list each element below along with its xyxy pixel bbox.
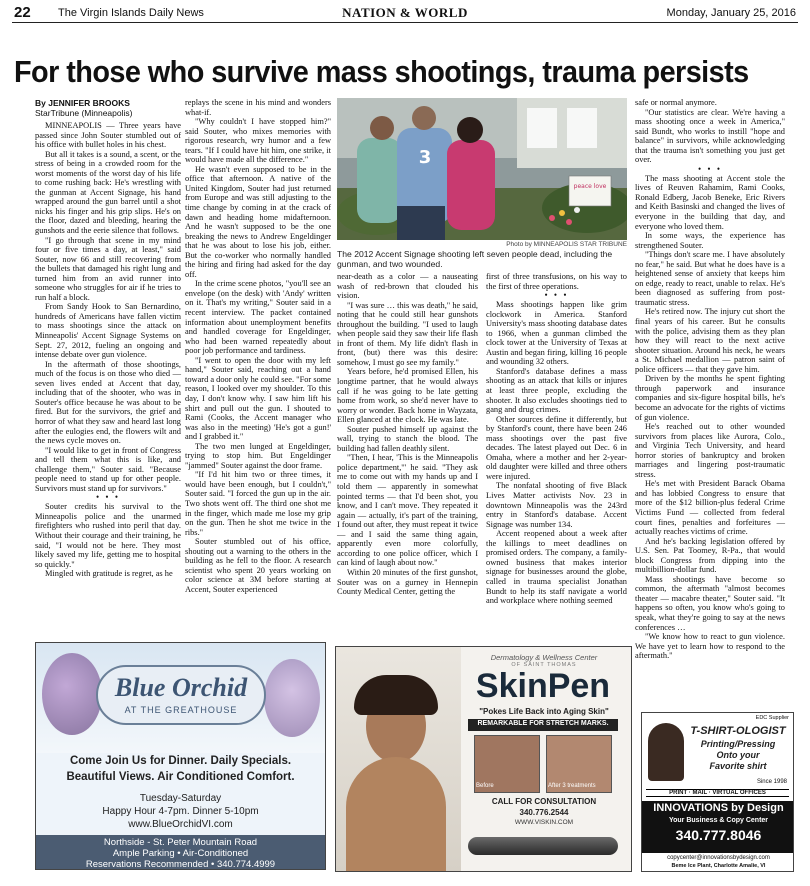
paragraph: Accent reopened about a week after the killings to meet deadlines on promised orders. The company, a family-owned business that makes interior signage for businesses around the globe, called in trauma specialist Jonathan Bundt to help its staff navigate a world and workplace where nothing seemed (486, 529, 627, 606)
after-label: After 3 treatments (548, 783, 596, 789)
paragraph: Stanford's database defines a mass shooting as an attack that kills or injures at least three people, excluding the shooter. It also excludes shootings tied to gang and drug crimes. (486, 366, 627, 415)
paragraph: first of three transfusions, on his way to the first of three operations. (486, 272, 627, 291)
onto-your: Onto your (716, 750, 760, 760)
paragraph: He wasn't even supposed to be in the office that afternoon. A native of the United Kingdom, Souter had just returned from Europe and was still adjusting to the time change by coming in at the crack of dawn and heading home midafternoon. And he wasn't supposed to be the one breaking the news to Andrew Engeldinger that he was about to lose his job, either. But the co-worker who normally handled the hiring and firing had asked for the day off. (185, 164, 331, 279)
innovations-tagline: Your Business & Copy Center (668, 817, 769, 824)
ad-reservations: Reservations Recommended • 340.774.4999 (85, 859, 276, 870)
skinpen-tagline: "Pokes Life Back into Aging Skin" (479, 707, 609, 716)
headline: For those who survive mass shootings, trauma persists (14, 54, 749, 89)
clinic-website-link[interactable]: WWW.VISKIN.COM (514, 819, 574, 826)
photo-illustration (337, 98, 627, 240)
paragraph: "If I'd hit him two or three times, it would have been enough, but I couldn't," Souter said. "I forced the gun up in the air. Two shots went off. The third one shot me in the finger, which made me lose my grip on the gun. Then he shot me twice in the ribs." (185, 470, 331, 537)
call-for-consultation: CALL FOR CONSULTATION (491, 797, 597, 806)
paragraph: In some ways, the experience has strengthened Souter. (635, 231, 785, 250)
paragraph: "Why couldn't I have stopped him?" said Souter, who mixes memories with rigorous research, wry humor and a few tears. "If I could have hit him, one strike, it would have made all the difference." (185, 117, 331, 165)
paragraph: Mass shootings have become so common, the aftermath "almost becomes theater — macabre theater," Souter said. "It happens so often, you know who's going to speak, what they're going to say at the news conferences … (635, 574, 785, 632)
orchid-flower-icon (42, 653, 102, 735)
section-separator: • • • (96, 492, 120, 503)
skinpen-brand: SkinPen (475, 667, 611, 705)
restaurant-logo: Blue Orchid (114, 673, 248, 702)
innovations-email-link[interactable]: copycenter@innovationsbydesign.com (667, 855, 770, 861)
page-number: 22 (14, 4, 31, 21)
paragraph: "I was sure … this was death," he said, noting that he could still hear gunshots throughout the building. "I used to laugh when people said they saw their life flash in front of them. My life didn't flash in front, (but) there was this desire: somehow, I must go see my family." (337, 300, 478, 367)
ad-hours: Happy Hour 4-7pm. Dinner 5-10pm (102, 806, 259, 817)
byline-outlet: StarTribune (Minneapolis) (35, 108, 133, 118)
favorite-shirt: Favorite shirt (709, 761, 767, 771)
paragraph: Mass shootings happen like grim clockwork in America. Stanford University's mass shooting database dates to 1966, when a gunman climbed the clock tower at the University of Texas at Austin and began firing, killing 16 people and wounding 32 others. (486, 300, 627, 367)
ad-line-2: Beautiful Views. Air Conditioned Comfort. (66, 771, 295, 783)
article-column-1 (35, 98, 181, 579)
orchid-flower-icon (264, 659, 320, 737)
tshirt-ologist: T-SHIRT-OLOGIST (690, 725, 786, 737)
model-hair (354, 675, 438, 715)
paragraph: Mingled with gratitude is regret, as he (45, 569, 173, 579)
paragraph: He's reached out to other wounded survivors from places like Aurora, Colo., and Virginia Tech University, and heard horror stories of bankruptcy and broken marriages and lingering post-traumatic stress. (635, 422, 785, 479)
jersey-number: 3 (418, 147, 432, 168)
article-column-4 (486, 272, 627, 606)
paragraph: But all it takes is a sound, a scent, or the stress of being in a crowded room for the worst moments of the worst day of his life to come rushing back: He's wrestling with the gunman at Accent Signage, his hand wrapped around the gun barrel until a shot nicks his finger and his grip slips. He's on the floor, dazed and bleeding, hearing the gunshots and the eerie silence that follows. (35, 149, 181, 236)
paragraph: "I go through that scene in my mind four or five times a day, at least," said Souter, now 66 and still recovering from the bullets that damaged his right lung and turned him from an avid runner into someone who struggles for air if he tries to run half a block. (35, 235, 181, 302)
paragraph: "I would like to get in front of Congress and tell them what this is like, and challenge them," Souter said. "Because people need to stand up for other people. Survivors must stand up for survivors." (35, 445, 181, 493)
paragraph: "Then, I hear, 'This is the Minneapolis police department,'" he said. "They ask me to come out with my hands up and I told them — apparently in somewhat pointed terms — that I'd been shot, you know, and I can't move. They repeated it again — actually, it's part of the training, I found out after, they must repeat it twice — and I said the same thing again, apparently even more colorfully, according to one police officer, which I can kind of laugh about now." (337, 453, 478, 568)
paragraph: safe or normal anymore. (635, 98, 717, 107)
clinic-name: Dermatology & Wellness Center (490, 653, 598, 662)
paragraph: And he's backing legislation offered by U.S. Sen. Pat Toomey, R-Pa., that would block Congress from dipping into the multibillion-dollar fund. (635, 536, 785, 575)
blue-orchid-ad[interactable] (35, 642, 326, 870)
news-photo (337, 98, 627, 240)
paragraph: Souter pushed himself up against the wall, trying to stanch the blood. The building had fallen deathly silent. (337, 424, 478, 453)
paragraph: The mass shooting at Accent stole the lives of Reuven Rahamim, Rami Cooks, Ronald Edberg, Jacob Beneke, Eric Rivers and Keith Basinski and changed the lives of everyone in the building that day, and everyone who loved them. (635, 173, 785, 231)
article-column-5 (635, 98, 785, 661)
article-column-3 (337, 272, 478, 597)
ad-days: Tuesday-Saturday (139, 793, 222, 804)
paragraph: Souter credits his survival to the Minneapolis police and the unarmed firefighters who rushed into peril that day. Without their courage and their training, he said, "I would not be here. They most likely saved my life, getting me to hospital so quickly." (35, 502, 181, 569)
article-column-2 (185, 98, 331, 594)
paragraph: Driven by the months he spent fighting through paperwork and insurance companies and six-figure hospital bills, he's become an advocate for the rights of victims of gun violence. (635, 374, 785, 422)
remarkable-text: REMARKABLE FOR STRETCH MARKS. (477, 720, 609, 727)
section-title: NATION & WORLD (342, 5, 468, 20)
restaurant-subtitle: AT THE GREATHOUSE (124, 705, 238, 715)
innovations-ad[interactable] (641, 712, 794, 872)
ad-parking: Ample Parking • Air-Conditioned (112, 848, 249, 859)
paragraph: "Our statistics are clear. We're having a mass shooting once a week in America," said Bundt, who works to instill "hope and balance" in survivors, while acknowledging that the trauma isn't something you just get over. (635, 107, 785, 165)
paragraph: "I went to open the door with my left hand," Souter said, reaching out a hand toward a door only he could see. "For some reason, I looked over my shoulder. To this day, I don't know why. I saw him lift his shirt and pull out the gun. I shouted to Rami (Cooks, the Accent manager who was also in the meeting) 'He's got a gun!' and I grabbed it." (185, 355, 331, 442)
paragraph: In the aftermath of those shootings, much of the focus is on those who died — seven lives ended at Accent that day, including that of the shooter, who was in Souter's office because he was about to be fired. But for the survivors, the grief and horror of what they saw and heard last long after the eulogies end, the flowers wilt and the news cycle moves on. (35, 359, 181, 446)
paragraph: MINNEAPOLIS — Three years have passed since John Souter stumbled out of his office with bullet holes in his chest. (35, 121, 181, 150)
since-year: Since 1998 (756, 779, 787, 785)
issue-date: Monday, January 25, 2016 (666, 7, 796, 19)
memorial-sign-text: peace love (573, 183, 607, 190)
printing-pressing: Printing/Pressing (700, 739, 776, 749)
before-label: Before (476, 783, 494, 789)
skinpen-device-icon (468, 837, 618, 855)
services-list: PRINT · MAIL · VIRTUAL OFFICES (646, 789, 789, 797)
photo-caption: The 2012 Accent Signage shooting left seven people dead, including the gunman, and two wounded. (337, 249, 613, 269)
ad-website-link[interactable]: www.BlueOrchidVI.com (128, 819, 233, 830)
paragraph: near-death as a color — a nauseating wash of red-brown that clouded his vision. (337, 272, 478, 301)
section-separator: • • • (698, 163, 722, 174)
paragraph: From Sandy Hook to San Bernardino, hundreds of Americans have fallen victim to mass shootings since the attack on Minneapolis' Accent Signage Systems on Sept. 27, 2012, fueling an ongoing and intense debate over gun violence. (35, 302, 181, 360)
innovations-phone[interactable]: 340.777.8046 (675, 827, 762, 843)
photo-credit: Photo by MINNEAPOLIS STAR TRIBUNE (506, 241, 627, 248)
edc-supplier: EDC Supplier (755, 715, 789, 721)
clinic-subtitle: OF SAINT THOMAS (511, 662, 577, 668)
ad-line-1: Come Join Us for Dinner. Daily Specials. (69, 755, 292, 767)
paragraph: replays the scene in his mind and wonders what-if. (185, 98, 331, 117)
paragraph: Souter stumbled out of his office, shouting out a warning to the others in the building as he fell to the floor. A research scientist who spent 20 years working on color science at 3M before starting at Accent, Souter experienced (185, 537, 331, 594)
byline-author: By JENNIFER BROOKS (35, 98, 130, 108)
model-shoulders (346, 757, 446, 872)
paragraph: The two men lunged at Engeldinger, trying to stop him. But Engeldinger "jammed" Souter against the door frame. (185, 441, 331, 470)
innovations-brand: INNOVATIONS by Design (653, 802, 784, 814)
paragraph: He's met with President Barack Obama and has lobbied Congress to ensure that more of the $12 billion-plus federal Crime Victims Fund — collected from federal court fines, penalties and forfeitures — actually reaches victims of crime. (635, 479, 785, 537)
paragraph: In the crime scene photos, "you'll see an envelope (on the desk) with 'Andy' written on it. That's my writing," Souter said in a recent interview. The packet contained information about unemployment benefits and handled coverage for Engeldinger, who had been warned repeatedly about poor job performance and tardiness. (185, 279, 331, 356)
paragraph: Years before, he'd promised Ellen, his longtime partner, that he would always call if he was going to be late getting home from work, so she'd never have to worry or wonder. Back home in Wayzata, Ellen glanced at the clock. He was late. (337, 367, 478, 425)
person-photo (648, 723, 684, 781)
clinic-phone[interactable]: 340.776.2544 (519, 808, 569, 817)
paragraph: "Things don't scare me. I have absolutely no fear," he said. But what he does have is a heightened sense of anxiety that keeps him on edge, ready to react, unable to relax. He's been diagnosed as suffering from post-traumatic stress. (635, 250, 785, 307)
paragraph: He's retired now. The injury cut short the final years of his career. But he consults with the police, advising them as they plan how they will react to the next active shooter situation. Around his neck, he wears a St. Michael medallion — patron saint of police officers — that they gave him. (635, 307, 785, 374)
paragraph: Within 20 minutes of the first gunshot, Souter was on a gurney in Hennepin County Medical Center, getting the (337, 567, 478, 597)
paragraph: Other sources define it differently, but by Stanford's count, there have been 246 mass shootings over the past five decades. The latest played out Dec. 6 in Omaha, where a mother and her 2-year-old daughter were killed and three others were injured. (486, 414, 627, 481)
skinpen-ad[interactable] (335, 646, 632, 872)
innovations-address: Beme Ice Plant, Charlotte Amalie, VI (671, 863, 766, 869)
newspaper-name: The Virgin Islands Daily News (58, 7, 204, 19)
paragraph: "We know how to react to gun violence. We have yet to learn how to respond to the aftermath." (635, 632, 785, 661)
ad-address: Northside - St. Peter Mountain Road (103, 837, 258, 848)
section-separator: • • • (544, 290, 569, 301)
masthead-rule (12, 22, 798, 23)
paragraph: The nonfatal shooting of five Black Lives Matter activists Nov. 23 in downtown Minneapolis was the 243rd entry in Stanford's database. Accent Signage was number 134. (486, 481, 627, 529)
